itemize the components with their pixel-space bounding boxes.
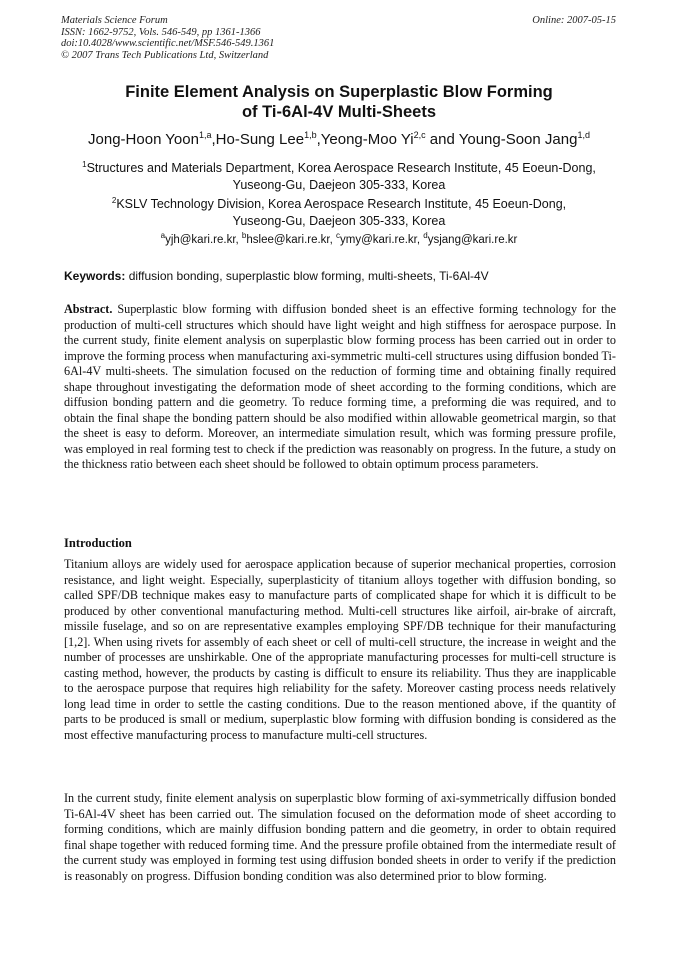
email-address: yjh@kari.re.kr bbox=[165, 234, 236, 246]
email-superscript: b bbox=[241, 231, 247, 240]
copyright-line: © 2007 Trans Tech Publications Ltd, Switzerland bbox=[61, 49, 269, 61]
introduction-paragraph-1: Titanium alloys are widely used for aerospace application because of superior mechanical properties, corrosion resistance, and light weight. Especially, superplasticity of titanium alloys together with diffusion bonding, so called SPF/DB technique makes easy to manufacture parts of complicated shape for which it is difficult to be produced by other conventional manufacturing method. Multi-cell structures like airfoil, air-brake of aircraft, missile fuselage, and so on are representative examples employing SPF/DB technique for their manufacturing [1,2]. When using rivets for assembly of each sheet or cell of multi-cell structure, the increase in weight and the number of processes are unshirkable. One of the appropriate manufacturing processes for multi-cell structure is casting method, however, the products by casting is difficult to ensure its reliability. Thus they are inapplicable to the aerospace purpose that requires high reliability for the safety. Moreover casting process needs relatively long lead time in order to settle the casting conditions. Due to the reason mentioned above, if the quantity of parts to be produced is small or medium, superplastic blow forming with diffusion bonding is considered as the most effective manufacturing process to manufacture multi-cell structures. bbox=[64, 557, 616, 743]
introduction-heading: Introduction bbox=[64, 536, 132, 550]
author-list bbox=[30, 130, 648, 149]
author-superscript: 1,d bbox=[577, 130, 590, 140]
affiliation-superscript: 2 bbox=[111, 196, 117, 205]
affiliation-line: Structures and Materials Department, Korea Aerospace Research Institute, 45 Eoeun-Dong, bbox=[86, 161, 596, 175]
affiliation-superscript: 1 bbox=[82, 160, 87, 169]
author-separator: , bbox=[211, 131, 216, 148]
email-superscript: d bbox=[423, 231, 428, 240]
keywords-text: diffusion bonding, superplastic blow forming, multi-sheets, Ti-6Al-4V bbox=[128, 269, 489, 283]
author-name: Jong-Hoon Yoon bbox=[88, 131, 199, 148]
affiliation-line: KSLV Technology Division, Korea Aerospace Research Institute, 45 Eoeun-Dong, bbox=[116, 197, 567, 211]
journal-header bbox=[61, 15, 616, 61]
author-separator: and bbox=[425, 131, 459, 148]
email-address: hslee@kari.re.kr bbox=[246, 234, 330, 246]
author-superscript: 1,a bbox=[198, 130, 212, 140]
introduction-paragraph-2: In the current study, finite element analysis on superplastic blow forming of axi-symmetrically diffusion bonded Ti-6Al-4V sheet has been carried out. The simulation focused on the deformation mode of sheet according to forming conditions, which are mainly diffusion bonding pattern and die geometry, in order to obtain required final shape together with reduced forming time. And the pressure profile obtained from the intermediate result of the current study was employed in forming test using diffusion bonded sheets in order to verify if the prediction is reasonably on progress. Diffusion bonding condition was also determined prior to blow forming. bbox=[64, 791, 616, 883]
author-superscript: 2,c bbox=[413, 130, 426, 140]
affiliation-line: Yuseong-Gu, Daejeon 305-333, Korea bbox=[232, 178, 446, 192]
affiliation-line: Yuseong-Gu, Daejeon 305-333, Korea bbox=[232, 214, 446, 228]
email-superscript: a bbox=[160, 231, 166, 240]
author-name: Ho-Sung Lee bbox=[215, 131, 305, 148]
issn-line: ISSN: 1662-9752, Vols. 546-549, pp 1361-1366 bbox=[61, 26, 261, 38]
keywords-label: Keywords: bbox=[64, 269, 126, 283]
online-date: Online: 2007-05-15 bbox=[532, 15, 616, 26]
affiliation-1 bbox=[40, 160, 638, 194]
abstract-text: Superplastic blow forming with diffusion bonded sheet is an effective forming technology for the production of multi-cell structures which should have light weight and high stiffness for aerospace purpose. In the current study, finite element analysis on superplastic blow forming process has been carried out in order to improve the forming process when manufacturing axi-symmetric multi-cell structures using diffusion bonded Ti-6Al-4V multi-sheets. The simulation focused on the reduction of forming time and obtaining finally required shape throughout investigating the deformation mode of sheet according to the forming conditions, which are diffusion bonding pattern and die geometry. To reduce forming time, a preforming die was required, and to obtain the final shape the bonding pattern should be also modified within allowable geometrical margin, so that the sheet is easy to deform. Moreover, an intermediate simulation result, which was forming pressure profile, was employed in real forming test to check if the prediction was reasonably on progress. In the future, a study on the thickness ratio between each sheet should be followed to obtain optimum process parameters. bbox=[64, 302, 617, 472]
abstract bbox=[64, 302, 616, 473]
title-line-1: Finite Element Analysis on Superplastic Blow Forming bbox=[125, 83, 553, 101]
abstract-label: Abstract. bbox=[64, 302, 113, 316]
title-line-2: of Ti-6Al-4V Multi-Sheets bbox=[241, 103, 437, 121]
author-name: Young-Soon Jang bbox=[458, 131, 578, 148]
doi-line: doi:10.4028/www.scientific.net/MSF.546-549.1361 bbox=[61, 38, 275, 50]
keywords bbox=[64, 268, 616, 284]
journal-name: Materials Science Forum bbox=[61, 15, 168, 26]
affiliation-2 bbox=[40, 196, 638, 230]
author-name: Yeong-Moo Yi bbox=[320, 131, 414, 148]
author-superscript: 1,b bbox=[304, 130, 317, 140]
email-superscript: c bbox=[336, 231, 341, 240]
paper-title bbox=[40, 82, 638, 122]
email-list: $^a$yjh@kari.re.kr, $^b$hslee@kari.re.kr, $^c$ymy@kari.re.kr, $^d$ysjang@kari.re.kr bbox=[160, 231, 518, 246]
email-address: ymy@kari.re.kr bbox=[340, 234, 417, 246]
author-separator: , bbox=[316, 131, 321, 148]
email-address: ysjang@kari.re.kr bbox=[427, 234, 518, 246]
